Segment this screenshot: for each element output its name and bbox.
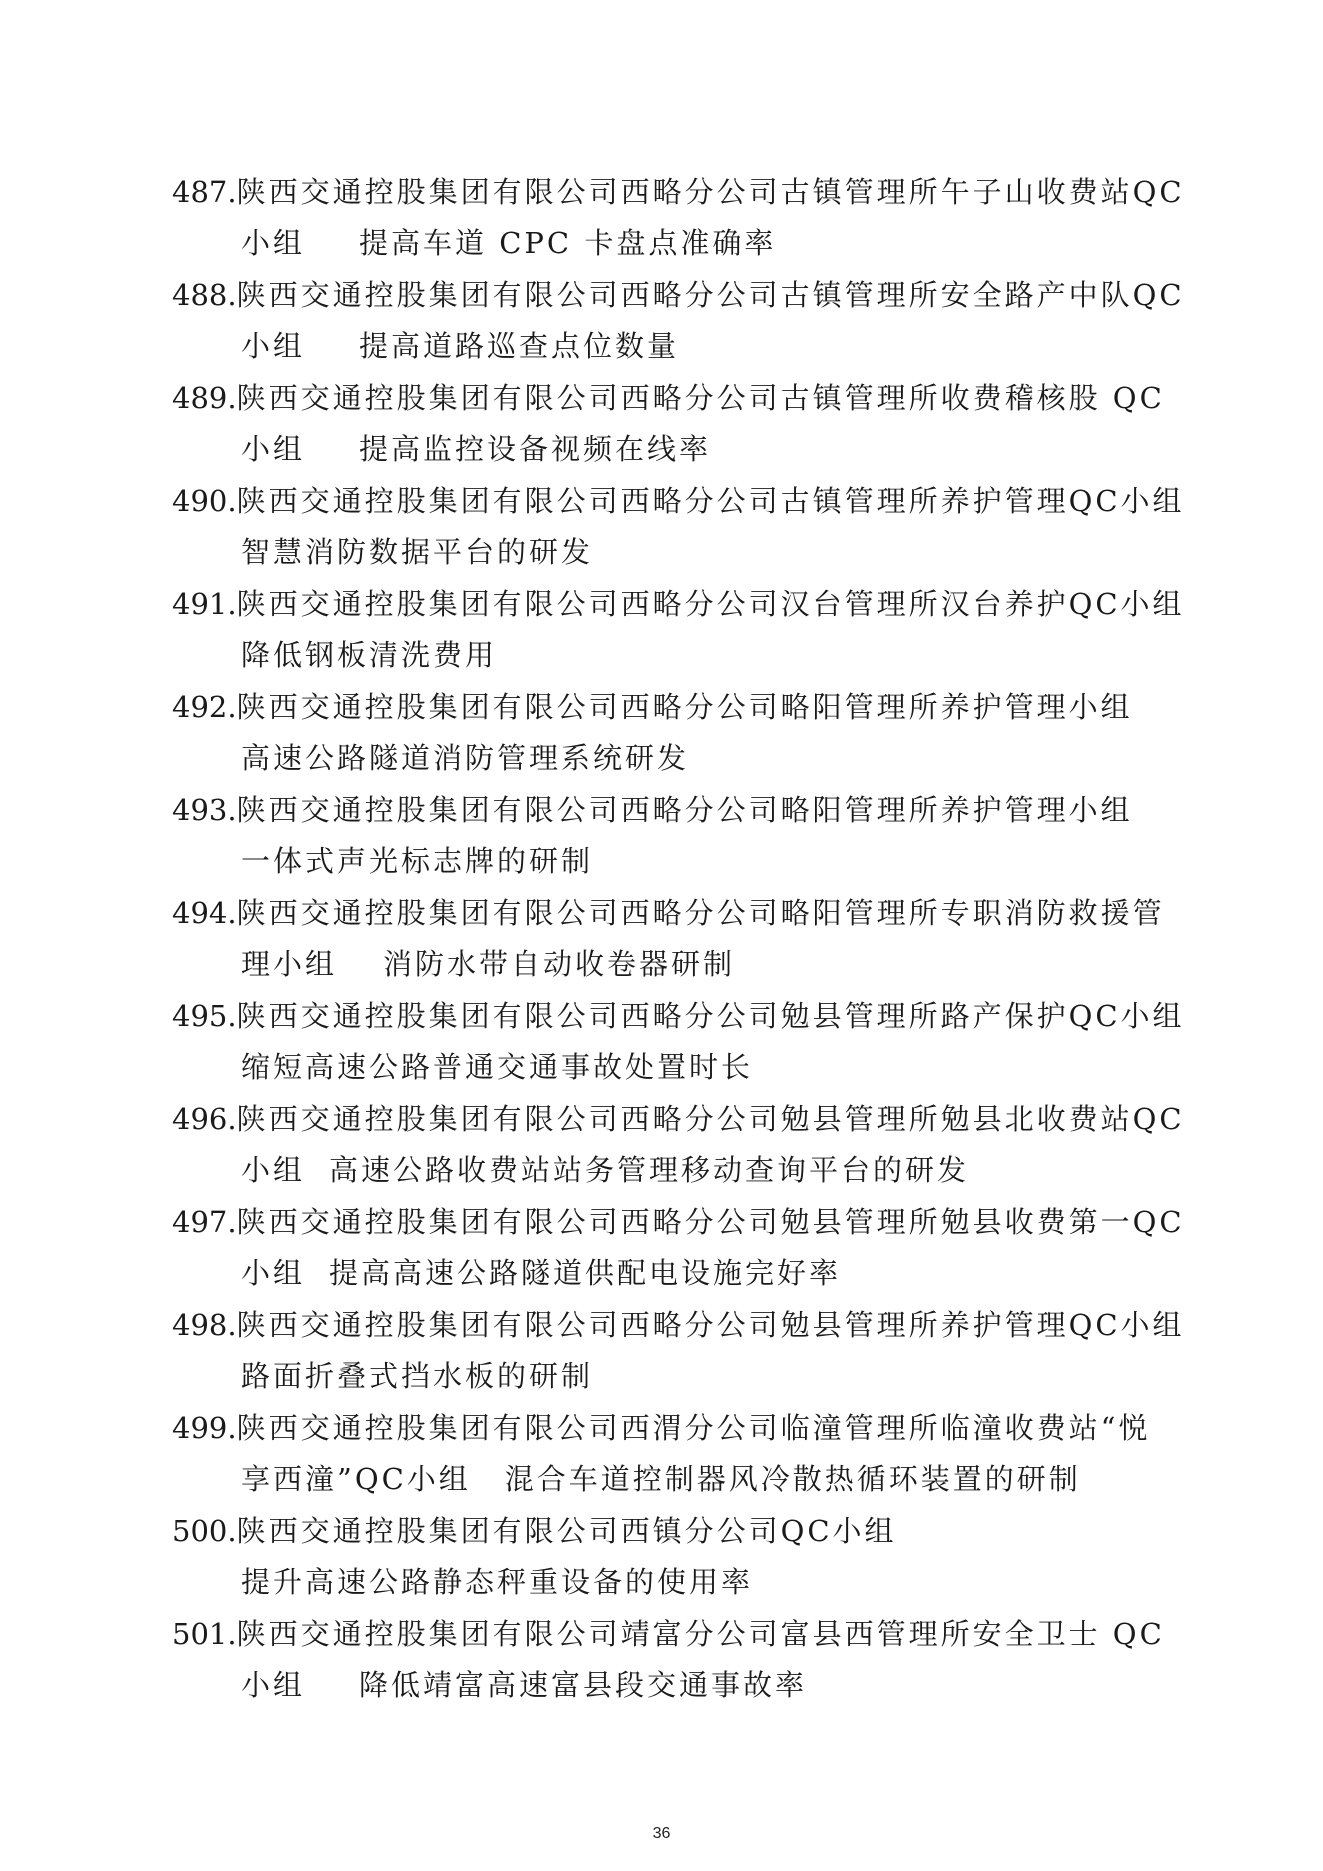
entry-org: 陕西交通控股集团有限公司靖富分公司富县西管理所安全卫士 QC: [236, 1617, 1165, 1651]
entry-org: 陕西交通控股集团有限公司西略分公司勉县管理所养护管理QC小组: [236, 1308, 1185, 1342]
entry-group: 小组: [241, 1153, 306, 1187]
entry-org: 陕西交通控股集团有限公司西略分公司略阳管理所养护管理小组: [236, 793, 1133, 827]
entry-org: 陕西交通控股集团有限公司西略分公司古镇管理所养护管理QC小组: [236, 484, 1185, 518]
entry-org: 陕西交通控股集团有限公司西略分公司古镇管理所安全路产中队QC: [236, 278, 1185, 312]
list-item: [172, 1198, 1185, 1301]
entry-topic: 提高车道 CPC 卡盘点准确率: [359, 226, 777, 260]
entry-topic: 提高道路巡查点位数量: [359, 329, 680, 363]
entry-topic: 缩短高速公路普通交通事故处置时长: [241, 1050, 754, 1084]
list-item: [172, 168, 1185, 271]
entry-list: [172, 168, 1185, 1713]
entry-topic: 消防水带自动收卷器研制: [383, 947, 736, 981]
entry-number: 498.: [172, 1308, 237, 1342]
entry-topic: 智慧消防数据平台的研发: [241, 535, 594, 569]
list-item: [172, 271, 1185, 374]
entry-topic: 降低靖富高速富县段交通事故率: [359, 1668, 808, 1702]
entry-org: 陕西交通控股集团有限公司西略分公司略阳管理所养护管理小组: [236, 690, 1133, 724]
list-item: [172, 992, 1185, 1095]
list-item: [172, 1610, 1172, 1713]
list-item: [172, 889, 1172, 992]
entry-number: 499.: [172, 1411, 237, 1445]
list-item: [172, 683, 1172, 786]
list-item: [172, 1301, 1185, 1404]
entry-number: 489.: [172, 381, 237, 415]
entry-number: 500.: [172, 1514, 237, 1548]
entry-number: 488.: [172, 278, 237, 312]
entry-topic: 提升高速公路静态秤重设备的使用率: [241, 1565, 754, 1599]
entry-number: 492.: [172, 690, 237, 724]
entry-group: 理小组: [241, 947, 338, 981]
page-number: 36: [652, 1825, 671, 1842]
entry-group: 小组: [241, 329, 306, 363]
entry-topic: 路面折叠式挡水板的研制: [241, 1359, 594, 1393]
entry-org: 陕西交通控股集团有限公司西略分公司古镇管理所收费稽核股 QC: [236, 381, 1165, 415]
entry-org: 陕西交通控股集团有限公司西略分公司勉县管理所路产保护QC小组: [236, 999, 1185, 1033]
entry-topic: 提高监控设备视频在线率: [359, 432, 712, 466]
entry-topic: 高速公路收费站站务管理移动查询平台的研发: [329, 1153, 970, 1187]
list-item: [172, 786, 1172, 889]
entry-number: 493.: [172, 793, 237, 827]
list-item: [172, 477, 1185, 580]
entry-org: 陕西交通控股集团有限公司西镇分公司QC小组: [236, 1514, 897, 1548]
list-item: [172, 580, 1185, 683]
entry-org: 陕西交通控股集团有限公司西略分公司勉县管理所勉县收费第一QC: [236, 1205, 1185, 1239]
entry-number: 491.: [172, 587, 237, 621]
entry-topic: 一体式声光标志牌的研制: [241, 844, 594, 878]
entry-group: 小组: [241, 1668, 306, 1702]
entry-group: 小组: [241, 1256, 306, 1290]
entry-org: 陕西交通控股集团有限公司西略分公司汉台管理所汉台养护QC小组: [236, 587, 1185, 621]
entry-org: 陕西交通控股集团有限公司西略分公司古镇管理所午子山收费站QC: [236, 175, 1185, 209]
list-item: [172, 374, 1172, 477]
entry-topic: 混合车道控制器风冷散热循环装置的研制: [504, 1462, 1081, 1496]
entry-number: 490.: [172, 484, 237, 518]
list-item: [172, 1507, 1172, 1610]
list-item: [172, 1095, 1185, 1198]
entry-number: 496.: [172, 1102, 237, 1136]
entry-org: 陕西交通控股集团有限公司西渭分公司临潼管理所临潼收费站“悦: [236, 1411, 1151, 1445]
entry-group: 小组: [241, 226, 306, 260]
entry-number: 497.: [172, 1205, 237, 1239]
entry-number: 487.: [172, 175, 237, 209]
entry-org: 陕西交通控股集团有限公司西略分公司略阳管理所专职消防救援管: [236, 896, 1165, 930]
entry-number: 495.: [172, 999, 237, 1033]
entry-group: 小组: [241, 432, 306, 466]
entry-org: 陕西交通控股集团有限公司西略分公司勉县管理所勉县北收费站QC: [236, 1102, 1185, 1136]
entry-topic: 高速公路隧道消防管理系统研发: [241, 741, 690, 775]
list-item: [172, 1404, 1172, 1507]
entry-number: 501.: [172, 1617, 237, 1651]
entry-number: 494.: [172, 896, 237, 930]
entry-topic: 降低钢板清洗费用: [241, 638, 498, 672]
entry-group: 享西潼”QC小组: [241, 1462, 471, 1496]
entry-topic: 提高高速公路隧道供配电设施完好率: [329, 1256, 842, 1290]
